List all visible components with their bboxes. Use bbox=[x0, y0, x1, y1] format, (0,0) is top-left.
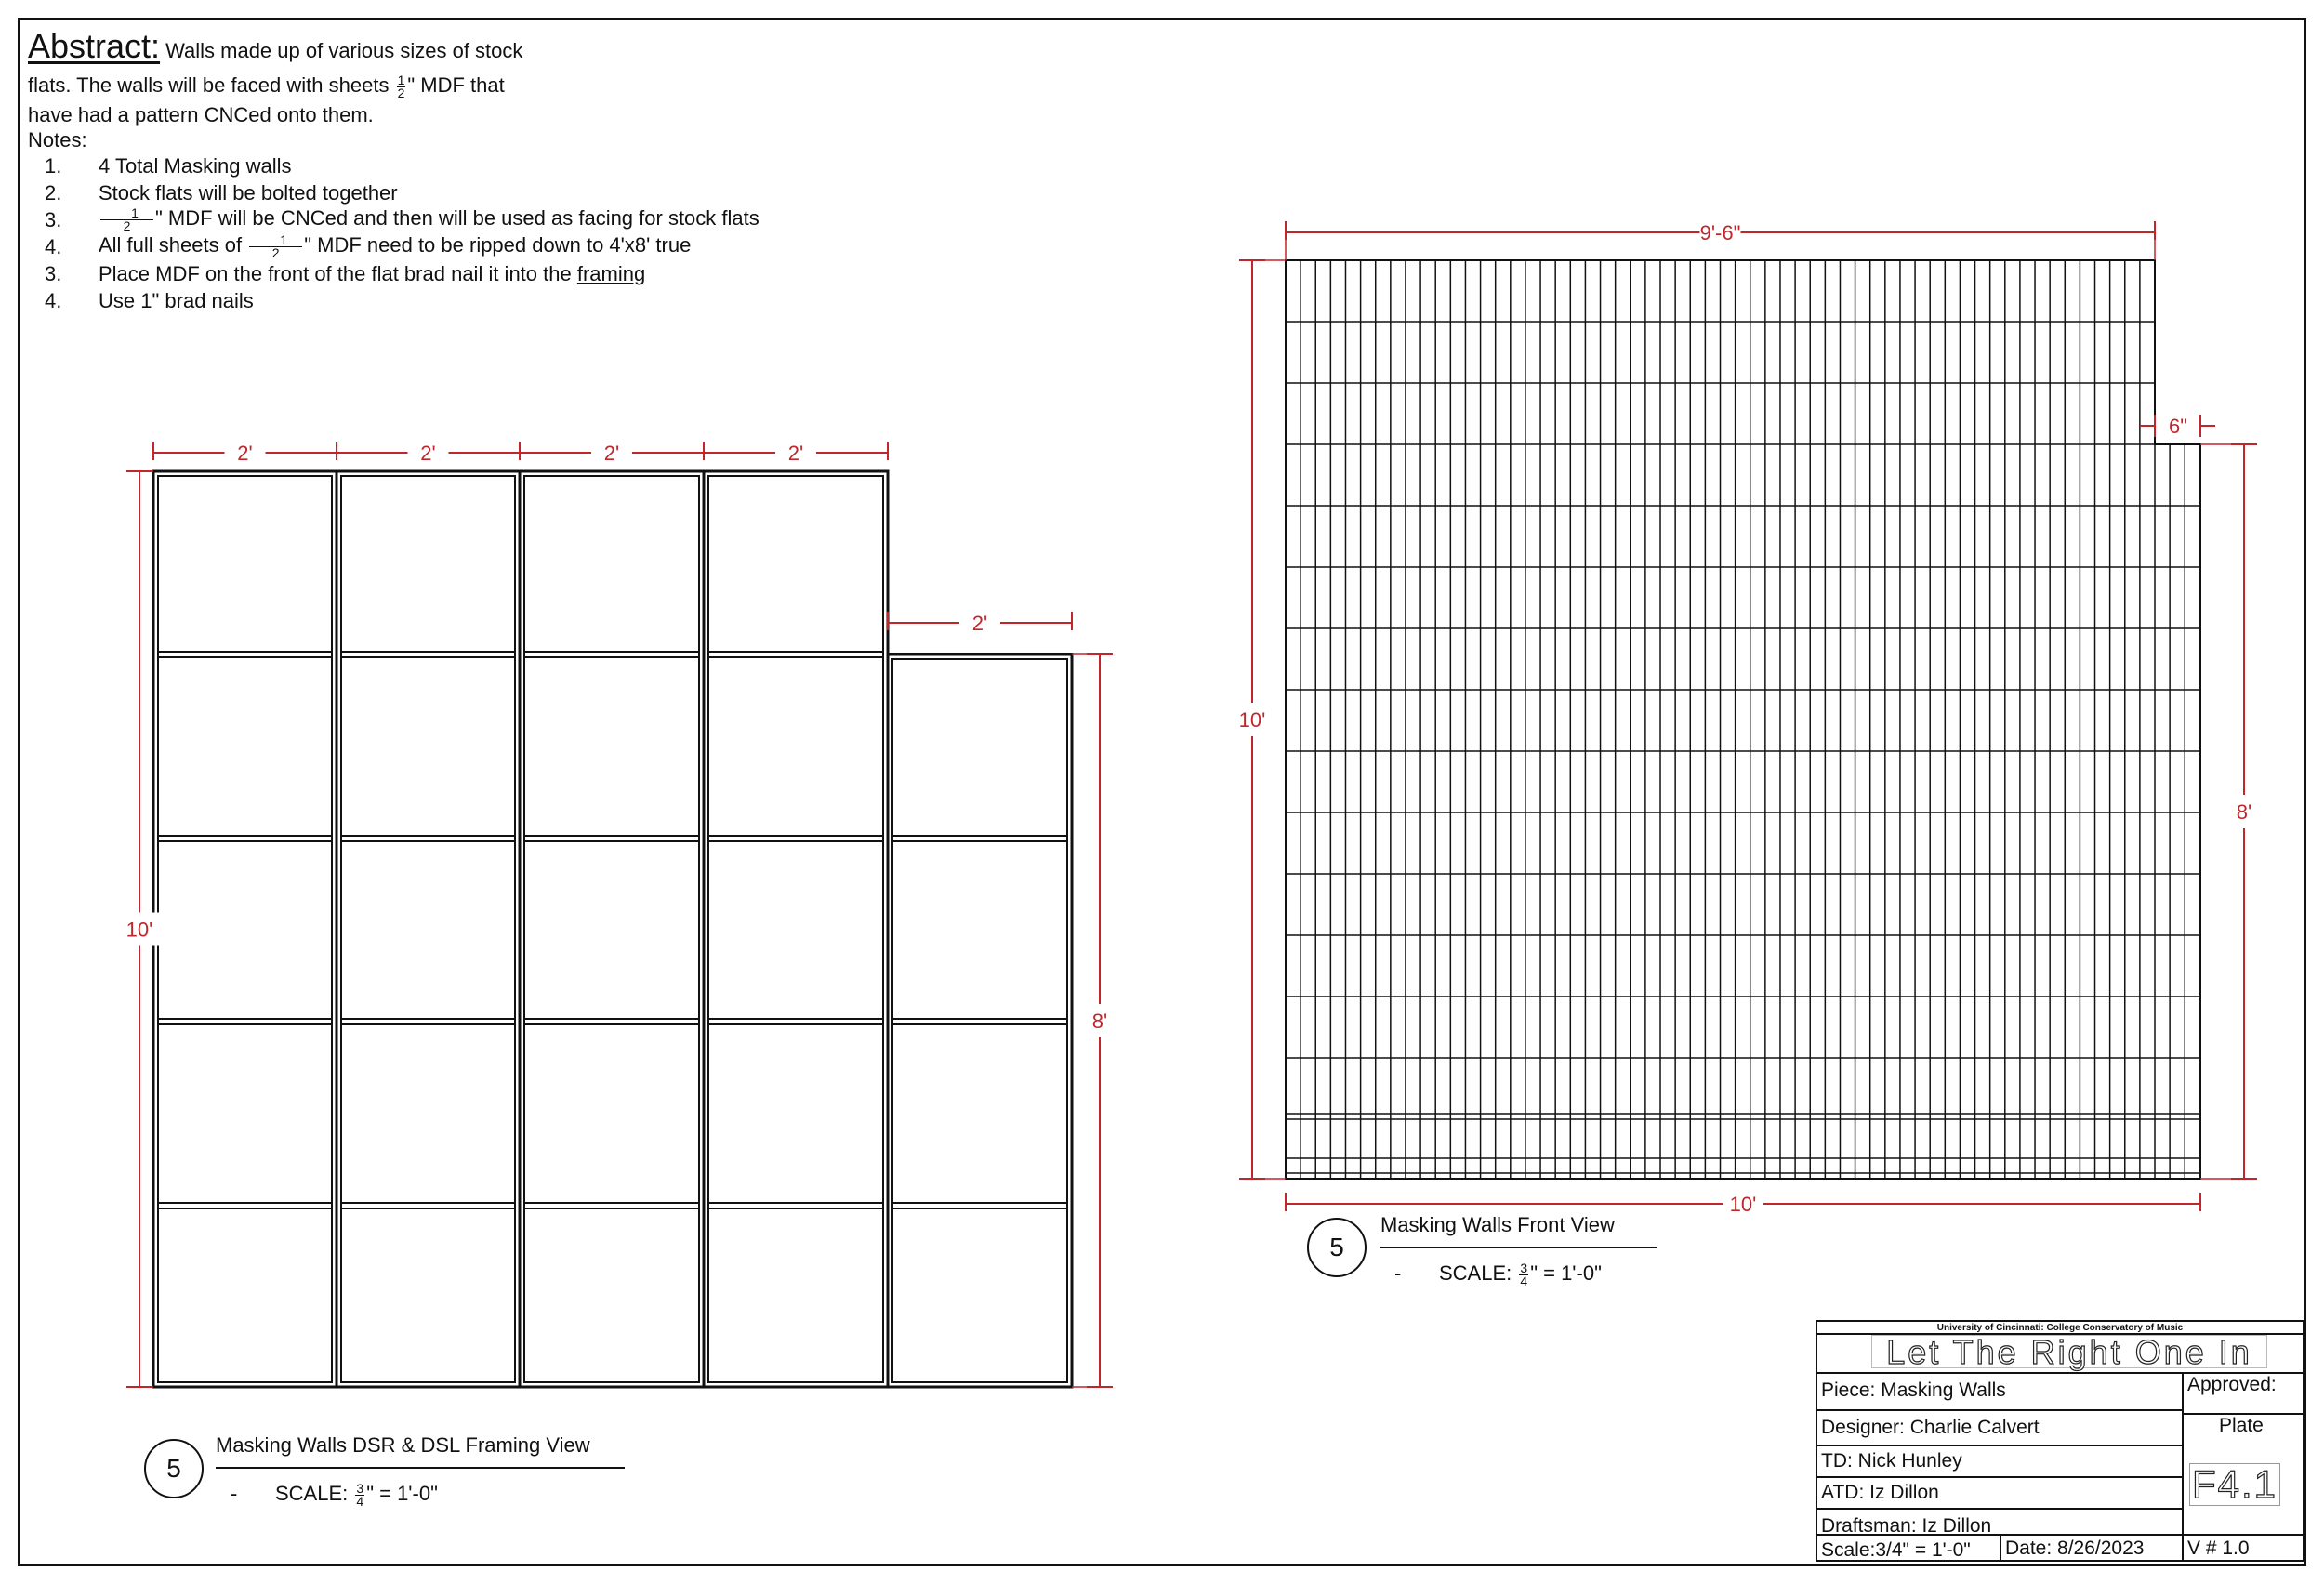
abstract-block bbox=[28, 22, 623, 130]
note-text-wrap bbox=[80, 207, 759, 231]
stock-flat-frame bbox=[704, 471, 888, 1387]
note-text: " MDF need to be ripped down to 4'x8' true bbox=[304, 233, 692, 257]
fraction-denominator: 2 bbox=[271, 245, 280, 260]
note-item bbox=[28, 233, 759, 260]
stock-flat-inner bbox=[341, 476, 515, 1382]
draftsman-value: Iz Dillon bbox=[1921, 1515, 1992, 1537]
note-text: Place MDF on the front of the flat brad nail it into the bbox=[99, 261, 572, 285]
date-row bbox=[2005, 1538, 2144, 1560]
caption-underline bbox=[1380, 1247, 1657, 1248]
note-text: Stock flats will be bolted together bbox=[99, 180, 398, 205]
framing-view-caption: Masking Walls DSR & DSL Framing View bbox=[216, 1433, 590, 1457]
front-view-caption: Masking Walls Front View bbox=[1380, 1213, 1615, 1236]
framing-view-drawing bbox=[153, 471, 1072, 1387]
dimension-height-label: 10' bbox=[1238, 708, 1266, 732]
show-title: Let The Right One In bbox=[1871, 1335, 2267, 1368]
title-block-rule bbox=[1817, 1445, 2184, 1446]
notes-title: Notes: bbox=[28, 128, 87, 152]
fraction-denominator: 4 bbox=[1520, 1273, 1528, 1288]
note-text: 4 Total Masking walls bbox=[99, 153, 292, 178]
scale-fraction bbox=[1519, 1262, 1528, 1287]
stock-flat-inner bbox=[158, 476, 332, 1382]
fraction-numerator: 3 bbox=[356, 1481, 364, 1497]
dimension-width-label: 9'-6" bbox=[1699, 221, 1741, 244]
fraction-denominator: 2 bbox=[397, 85, 405, 100]
dimension-width-label: 2' bbox=[603, 442, 620, 465]
stock-flat-frame bbox=[337, 471, 520, 1387]
scale-value: " = 1'-0" bbox=[1530, 1261, 1602, 1285]
stock-flat-inner bbox=[892, 659, 1067, 1382]
abstract-heading: Abstract: bbox=[28, 27, 161, 65]
scale-fraction bbox=[355, 1483, 364, 1507]
version-row: V # 1.0 bbox=[2187, 1538, 2250, 1559]
scale-row: Scale:3/4" = 1'-0" bbox=[1821, 1539, 1971, 1561]
view-callout-circle: 5 bbox=[144, 1439, 204, 1498]
abstract-line-2a: flats. The walls will be faced with sheets bbox=[28, 73, 390, 98]
plate-number: F4.1 bbox=[2189, 1463, 2280, 1506]
note-text: All full sheets of bbox=[99, 233, 243, 257]
dimension-width-label: 2' bbox=[971, 612, 988, 635]
approved-label: Approved: bbox=[2187, 1374, 2277, 1395]
scale-dash: - bbox=[1394, 1261, 1402, 1285]
scale-dash: - bbox=[231, 1482, 238, 1505]
caption-underline bbox=[216, 1467, 625, 1469]
dimension-height-label: 10' bbox=[125, 917, 153, 942]
note-underlined-word: framing bbox=[576, 261, 646, 285]
title-block-rule bbox=[1817, 1409, 2184, 1411]
stock-flat-frame bbox=[888, 654, 1072, 1387]
date-label: Date: bbox=[2005, 1538, 2053, 1559]
note-number: 3. bbox=[45, 261, 62, 285]
scale-label: SCALE: bbox=[275, 1482, 349, 1505]
stock-flat-inner bbox=[708, 476, 883, 1382]
date-value: 8/26/2023 bbox=[2057, 1538, 2145, 1559]
abstract-line-3: have had a pattern CNCed onto them. bbox=[28, 103, 374, 127]
stock-flat-frame bbox=[520, 471, 704, 1387]
school-name: University of Cincinnati: College Conservatory of Music bbox=[1817, 1322, 2303, 1335]
fraction-denominator: 2 bbox=[123, 218, 131, 233]
fraction-numerator: 1 bbox=[249, 234, 302, 247]
atd-row: ATD: Iz Dillon bbox=[1821, 1482, 1939, 1503]
title-block-divider bbox=[2000, 1534, 2001, 1560]
front-view-drawing bbox=[1286, 260, 2200, 1179]
note-item bbox=[28, 206, 759, 233]
dimension-height-label: 8' bbox=[2236, 800, 2252, 824]
note-number: 4. bbox=[45, 234, 62, 258]
title-block-rule bbox=[1817, 1508, 2184, 1510]
piece-label: Piece: bbox=[1821, 1379, 1876, 1401]
notes-block bbox=[28, 130, 759, 314]
fraction-numerator: 1 bbox=[397, 73, 405, 88]
note-number: 3. bbox=[45, 207, 62, 231]
front-view-scale bbox=[1394, 1261, 1602, 1287]
note-item bbox=[28, 260, 759, 287]
stock-flat-frame bbox=[153, 471, 337, 1387]
piece-value: Masking Walls bbox=[1881, 1379, 2006, 1401]
title-block bbox=[1816, 1320, 2304, 1562]
title-block-divider bbox=[2182, 1374, 2184, 1560]
note-text: Use 1" brad nails bbox=[99, 288, 254, 312]
dimension-height-label: 8' bbox=[1091, 1010, 1108, 1033]
note-number: 1. bbox=[45, 153, 62, 178]
note-number: 2. bbox=[45, 180, 62, 205]
note-item bbox=[28, 287, 759, 314]
scale-label: SCALE: bbox=[1439, 1261, 1512, 1285]
note-text-wrap bbox=[80, 234, 691, 258]
view-callout-circle: 5 bbox=[1307, 1218, 1367, 1277]
dimension-width-label: 2' bbox=[237, 442, 253, 465]
abstract-fraction bbox=[397, 74, 406, 99]
plate-label: Plate bbox=[2219, 1415, 2264, 1436]
title-block-rule bbox=[1817, 1476, 2184, 1478]
dimension-width-label: 2' bbox=[787, 442, 804, 465]
dimension-step-label: 6" bbox=[2168, 415, 2188, 438]
td-row: TD: Nick Hunley bbox=[1821, 1450, 1962, 1472]
note-text-wrap bbox=[80, 261, 646, 285]
stock-flat-inner bbox=[524, 476, 699, 1382]
note-fraction bbox=[249, 234, 302, 258]
fraction-numerator: 3 bbox=[1520, 1261, 1528, 1276]
piece-row bbox=[1821, 1379, 2006, 1402]
abstract-line-1: Walls made up of various sizes of stock bbox=[165, 39, 523, 62]
note-number: 4. bbox=[45, 288, 62, 312]
abstract-line-2b: " MDF that bbox=[407, 73, 505, 98]
framing-view-dimensions bbox=[119, 442, 1120, 1387]
title-block-divider bbox=[2182, 1534, 2184, 1560]
draftsman-label: Draftsman: bbox=[1821, 1515, 1917, 1537]
framing-view-scale bbox=[231, 1482, 438, 1507]
note-text: " MDF will be CNCed and then will be used as facing for stock flats bbox=[155, 206, 759, 231]
scale-value: " = 1'-0" bbox=[366, 1482, 438, 1505]
designer-row: Designer: Charlie Calvert bbox=[1821, 1417, 2040, 1438]
note-item bbox=[28, 152, 759, 179]
fraction-numerator: 1 bbox=[100, 207, 153, 220]
dimension-width-label: 10' bbox=[1729, 1193, 1757, 1216]
note-fraction bbox=[100, 207, 153, 231]
note-item bbox=[28, 179, 759, 206]
fraction-denominator: 4 bbox=[356, 1493, 364, 1509]
title-block-rule bbox=[1817, 1534, 2303, 1536]
dimension-width-label: 2' bbox=[420, 442, 436, 465]
mdf-facing-outline bbox=[1286, 260, 2200, 1179]
